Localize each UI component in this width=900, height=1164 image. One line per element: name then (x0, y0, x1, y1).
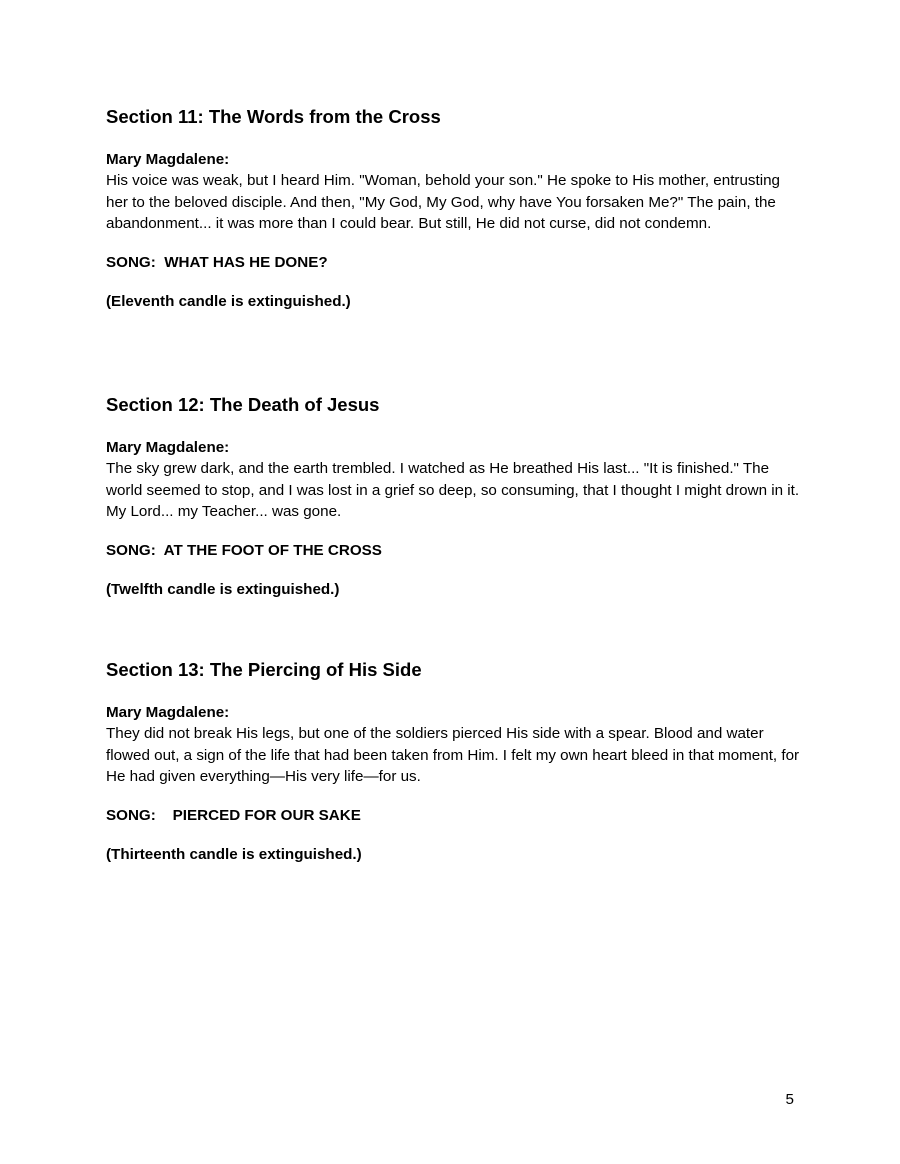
stage-direction: (Eleventh candle is extinguished.) (106, 293, 351, 311)
section-11 (106, 105, 800, 313)
stage-direction: (Twelfth candle is extinguished.) (106, 581, 340, 599)
song-title: SONG: PIERCED FOR OUR SAKE (106, 807, 361, 825)
section-13 (106, 658, 800, 866)
stage-direction: (Thirteenth candle is extinguished.) (106, 846, 362, 864)
song-title: SONG: AT THE FOOT OF THE CROSS (106, 542, 382, 560)
section-12 (106, 393, 800, 601)
speaker-label: Mary Magdalene: (106, 704, 230, 721)
section-title: Section 11: The Words from the Cross (106, 106, 441, 127)
section-title: Section 13: The Piercing of His Side (106, 659, 422, 680)
section-body-text: His voice was weak, but I heard Him. "Woman, behold your son." He spoke to His mother, entrusting her to the beloved disciple. And then, "My God, My God, why have You forsaken Me?" The pain, the abandonment... it was more than I could bear. But still, He did not curse, did not condemn. (106, 172, 780, 232)
section-title: Section 12: The Death of Jesus (106, 394, 380, 415)
section-body-text: The sky grew dark, and the earth trembled. I watched as He breathed His last... "It is finished." The world seemed to stop, and I was lost in a grief so deep, so consuming, that I thought I might drown in it. My Lord... my Teacher... was gone. (106, 460, 800, 520)
song-title: SONG: WHAT HAS HE DONE? (106, 254, 328, 272)
page-number: 5 (785, 1091, 794, 1108)
speaker-label: Mary Magdalene: (106, 151, 230, 168)
speaker-label: Mary Magdalene: (106, 439, 230, 456)
section-body-text: They did not break His legs, but one of the soldiers pierced His side with a spear. Blood and water flowed out, a sign of the life that had been taken from Him. I felt my own heart bleed in that moment, for He had given everything—His very life—for us. (106, 725, 800, 785)
